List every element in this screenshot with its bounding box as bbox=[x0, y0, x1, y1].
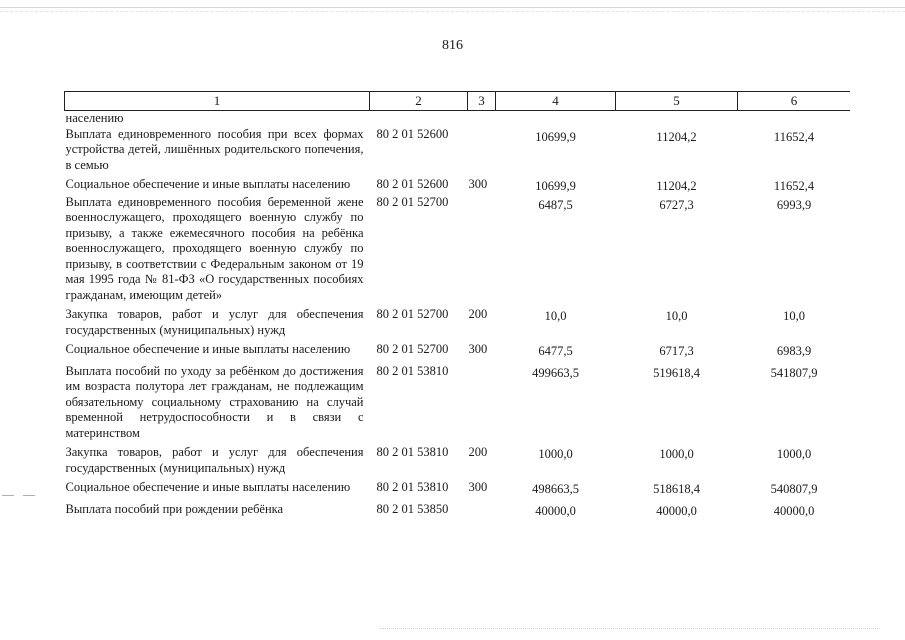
table-row bbox=[65, 173, 851, 195]
row-name: Закупка товаров, работ и услуг для обеспечения государственных (муниципальных) нужд bbox=[65, 445, 364, 475]
column-number-header bbox=[65, 92, 851, 111]
row-value-col6: 6983,9 bbox=[776, 344, 812, 358]
header-cell: 2 bbox=[370, 92, 468, 111]
row-value-col5 bbox=[616, 111, 738, 127]
row-expense-type bbox=[468, 498, 496, 520]
row-expense-type: 300 bbox=[468, 480, 488, 494]
row-expense-type bbox=[468, 360, 496, 442]
table-row bbox=[65, 476, 851, 498]
row-value-col5: 11204,2 bbox=[656, 179, 697, 193]
row-value-col4: 40000,0 bbox=[535, 503, 576, 518]
row-expense-type bbox=[468, 111, 496, 127]
row-value-col4 bbox=[496, 111, 616, 127]
row-code: 80 2 01 52700 bbox=[376, 194, 449, 209]
row-expense-type: 200 bbox=[468, 307, 488, 321]
row-value-col5: 6727,3 bbox=[659, 197, 694, 212]
row-code: 80 2 01 53810 bbox=[376, 480, 449, 494]
row-name: Выплата пособий по уходу за ребёнком до достижения им возраста полутора лет гражданам, не подлежащим обязательному социальному страхованию на случай временной нетрудоспособности и в связи с материнством bbox=[65, 363, 364, 440]
table-row bbox=[65, 498, 851, 520]
budget-table-container bbox=[64, 91, 850, 631]
row-expense-type bbox=[468, 127, 496, 174]
row-value-col5: 519618,4 bbox=[653, 365, 700, 380]
table-row bbox=[65, 127, 851, 174]
header-cell: 1 bbox=[65, 92, 370, 111]
row-name: Социальное обеспечение и иные выплаты населению bbox=[65, 177, 351, 191]
header-cell: 5 bbox=[616, 92, 738, 111]
row-code: 80 2 01 52700 bbox=[376, 342, 449, 356]
row-value-col5: 6717,3 bbox=[659, 344, 694, 358]
row-value-col6: 540807,9 bbox=[770, 482, 818, 496]
scan-border-line bbox=[0, 11, 905, 12]
row-value-col6: 40000,0 bbox=[773, 503, 815, 518]
row-value-col5: 40000,0 bbox=[656, 503, 697, 518]
row-code: 80 2 01 53810 bbox=[376, 363, 449, 378]
header-cell: 6 bbox=[738, 92, 851, 111]
row-expense-type bbox=[468, 195, 496, 304]
table-row bbox=[65, 111, 851, 127]
row-value-col6: 6993,9 bbox=[776, 197, 812, 212]
scan-border-line bbox=[0, 7, 905, 8]
row-expense-type: 300 bbox=[468, 177, 488, 191]
row-code: 80 2 01 52600 bbox=[376, 177, 449, 191]
row-code: 80 2 01 52700 bbox=[376, 307, 449, 321]
row-name: Выплата пособий при рождении ребёнка bbox=[65, 501, 284, 516]
row-value-col4: 6487,5 bbox=[538, 197, 573, 212]
table-row bbox=[65, 303, 851, 338]
row-name: Социальное обеспечение и иные выплаты населению bbox=[65, 480, 351, 494]
row-value-col4: 10699,9 bbox=[535, 129, 576, 144]
row-value-col5: 10,0 bbox=[665, 309, 688, 323]
row-value-col6: 541807,9 bbox=[770, 365, 818, 380]
row-name: Выплата единовременного пособия при всех формах устройства детей, лишённых родительского попечения, в семью bbox=[65, 126, 364, 172]
scan-border-line bbox=[380, 628, 880, 629]
row-value-col5: 1000,0 bbox=[659, 447, 694, 461]
table-row bbox=[65, 338, 851, 360]
row-value-col5: 518618,4 bbox=[653, 482, 700, 496]
row-name: Закупка товаров, работ и услуг для обеспечения государственных (муниципальных) нужд bbox=[65, 307, 364, 337]
row-value-col6: 11652,4 bbox=[773, 179, 815, 193]
row-name: Социальное обеспечение и иные выплаты населению bbox=[65, 342, 351, 356]
row-expense-type: 300 bbox=[468, 342, 488, 356]
row-expense-type: 200 bbox=[468, 445, 488, 459]
row-code: 80 2 01 53850 bbox=[376, 501, 449, 516]
row-value-col6 bbox=[738, 111, 851, 127]
row-code: 80 2 01 52600 bbox=[376, 126, 449, 141]
table-row bbox=[65, 441, 851, 476]
row-name: Выплата единовременного пособия беременной жене военнослужащего, проходящего военную службу по призыву, а также ежемесячного пособия на ребёнка военнослужащего, проходящего военную службу по призыву, в соответствии с Федеральным законом от 19 мая 1995 года № 81-ФЗ «О государственных пособиях гражданам, имеющим детей» bbox=[65, 194, 364, 302]
row-value-col6: 10,0 bbox=[783, 309, 805, 323]
header-cell: 4 bbox=[496, 92, 616, 111]
table-row bbox=[65, 195, 851, 304]
row-value-col4: 1000,0 bbox=[538, 447, 573, 461]
row-code bbox=[370, 111, 468, 127]
row-value-col4: 499663,5 bbox=[532, 365, 579, 380]
budget-table bbox=[64, 91, 850, 519]
row-code: 80 2 01 53810 bbox=[376, 445, 449, 459]
header-cell: 3 bbox=[468, 92, 496, 111]
row-value-col4: 6477,5 bbox=[538, 344, 573, 358]
margin-mark: — — bbox=[2, 487, 38, 501]
row-value-col6: 1000,0 bbox=[776, 447, 812, 461]
row-value-col4: 498663,5 bbox=[532, 482, 579, 496]
row-value-col5: 11204,2 bbox=[656, 129, 697, 144]
row-value-col4: 10699,9 bbox=[535, 179, 576, 193]
row-value-col4: 10,0 bbox=[544, 309, 567, 323]
row-name: населению bbox=[65, 111, 124, 125]
table-row bbox=[65, 360, 851, 442]
page-number: 816 bbox=[442, 38, 463, 53]
row-value-col6: 11652,4 bbox=[773, 129, 815, 144]
